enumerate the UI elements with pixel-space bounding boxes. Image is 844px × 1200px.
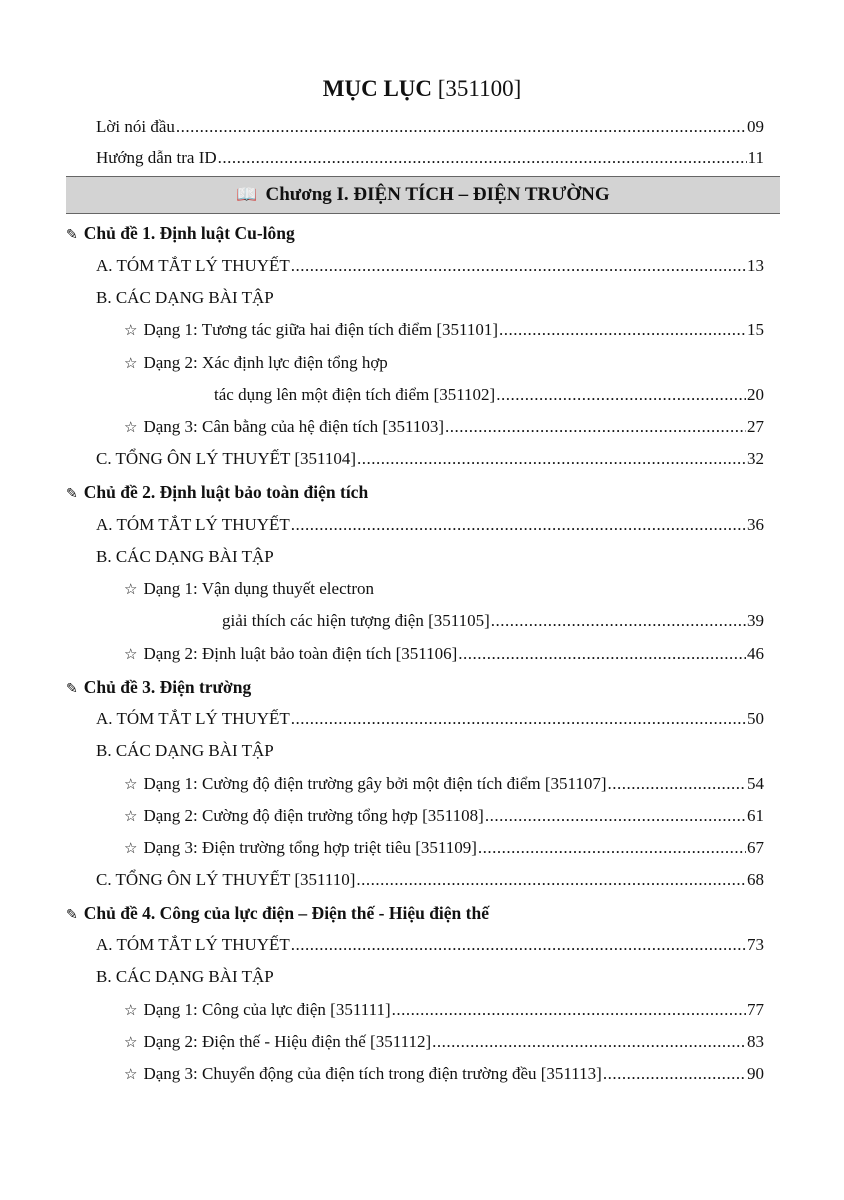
leader-dots (496, 382, 746, 408)
leader-dots (356, 867, 746, 893)
entry-label: ☆ Dạng 3: Điện trường tổng hợp triệt tiêu [351109] (124, 838, 477, 857)
entry-page: 77 (747, 1000, 764, 1019)
topic-heading-4[interactable] (66, 900, 489, 926)
pen-icon: ✎ (66, 227, 78, 243)
entry-label: Hướng dẫn tra ID (96, 148, 217, 167)
pen-icon: ✎ (66, 907, 78, 923)
star-icon: ☆ (124, 1033, 138, 1051)
leader-dots (291, 253, 746, 279)
entry-page: 27 (747, 417, 764, 436)
toc-entry[interactable] (124, 317, 764, 343)
toc-entry[interactable] (124, 835, 764, 861)
star-icon: ☆ (124, 1001, 138, 1019)
toc-entry[interactable] (96, 706, 764, 732)
entry-label-line1: ☆ Dạng 1: Vận dụng thuyết electron (124, 579, 374, 598)
toc-entry[interactable] (96, 253, 764, 279)
entry-label: ☆ Dạng 3: Chuyển động của điện tích trong điện trường đều [351113] (124, 1064, 602, 1083)
entry-label: A. TÓM TẮT LÝ THUYẾT (96, 709, 290, 728)
toc-entry[interactable] (124, 803, 764, 829)
leader-dots (291, 706, 746, 732)
leader-dots (608, 771, 746, 797)
entry-page: 32 (747, 449, 764, 468)
leader-dots (291, 932, 746, 958)
toc-entry[interactable] (124, 641, 764, 667)
entry-label: ☆ Dạng 2: Điện thế - Hiệu điện thế [351112] (124, 1032, 432, 1051)
chapter-heading[interactable] (66, 176, 780, 214)
entry-page: 20 (747, 385, 764, 404)
entry-label-line1: ☆ Dạng 2: Xác định lực điện tổng hợp (124, 353, 388, 372)
entry-page: 73 (747, 935, 764, 954)
entry-page: 11 (747, 148, 764, 167)
leader-dots (499, 317, 746, 343)
title-main: MỤC LỤC (322, 76, 433, 101)
toc-entry[interactable] (214, 382, 764, 408)
entry-page: 67 (747, 838, 764, 857)
leader-dots (485, 803, 746, 829)
entry-label: Lời nói đầu (96, 117, 175, 136)
topic-heading-2[interactable] (66, 479, 368, 505)
star-icon: ☆ (124, 418, 138, 436)
pen-icon: ✎ (66, 681, 78, 697)
entry-label: C. TỔNG ÔN LÝ THUYẾT [351104] (96, 449, 357, 468)
book-icon: 📖 (236, 185, 258, 205)
toc-entry[interactable] (96, 932, 764, 958)
entry-label: ☆ Dạng 1: Tương tác giữa hai điện tích điểm [351101] (124, 320, 499, 339)
toc-entry[interactable] (222, 608, 764, 634)
toc-entry-id-guide[interactable] (96, 145, 764, 171)
star-icon: ☆ (124, 354, 138, 372)
toc-entry[interactable] (124, 1061, 764, 1087)
topic-label: Chủ đề 1. Định luật Cu-lông (83, 223, 295, 243)
topic-label: Chủ đề 3. Điện trường (83, 677, 252, 697)
leader-dots (432, 1029, 746, 1055)
entry-page: 46 (747, 644, 764, 663)
entry-page: 09 (747, 117, 764, 136)
exercise-heading: B. CÁC DẠNG BÀI TẬP (96, 741, 274, 760)
star-icon: ☆ (124, 645, 138, 663)
exercise-heading: B. CÁC DẠNG BÀI TẬP (96, 547, 274, 566)
entry-label: A. TÓM TẮT LÝ THUYẾT (96, 515, 290, 534)
entry-page: 68 (747, 870, 764, 889)
toc-entry[interactable] (124, 1029, 764, 1055)
entry-page: 50 (747, 709, 764, 728)
topic-label: Chủ đề 2. Định luật bảo toàn điện tích (83, 482, 369, 502)
toc-entry[interactable] (124, 771, 764, 797)
star-icon: ☆ (124, 807, 138, 825)
entry-page: 83 (747, 1032, 764, 1051)
entry-label: A. TÓM TẮT LÝ THUYẾT (96, 935, 290, 954)
chapter-label: Chương I. ĐIỆN TÍCH – ĐIỆN TRƯỜNG (265, 184, 610, 205)
toc-entry-preface[interactable] (96, 114, 764, 140)
entry-page: 39 (747, 611, 764, 630)
star-icon: ☆ (124, 321, 138, 339)
entry-label: ☆ Dạng 2: Định luật bảo toàn điện tích [351106] (124, 644, 458, 663)
toc-entry[interactable] (96, 446, 764, 472)
page-title (0, 74, 844, 104)
entry-page: 13 (747, 256, 764, 275)
entry-page: 15 (747, 320, 764, 339)
entry-label: giải thích các hiện tượng điện [351105] (222, 611, 490, 630)
topic-heading-3[interactable] (66, 674, 251, 700)
entry-label: ☆ Dạng 1: Công của lực điện [351111] (124, 1000, 391, 1019)
leader-dots (218, 145, 747, 171)
entry-label: ☆ Dạng 1: Cường độ điện trường gây bởi một điện tích điểm [351107] (124, 774, 607, 793)
entry-label: C. TỔNG ÔN LÝ THUYẾT [351110] (96, 870, 356, 889)
entry-page: 54 (747, 774, 764, 793)
star-icon: ☆ (124, 775, 138, 793)
toc-entry[interactable] (124, 414, 764, 440)
toc-entry[interactable] (96, 867, 764, 893)
exercise-heading: B. CÁC DẠNG BÀI TẬP (96, 288, 274, 307)
star-icon: ☆ (124, 580, 138, 598)
leader-dots (491, 608, 746, 634)
topic-label: Chủ đề 4. Công của lực điện – Điện thế - Hiệu điện thế (83, 903, 489, 923)
exercise-heading: B. CÁC DẠNG BÀI TẬP (96, 967, 274, 986)
star-icon: ☆ (124, 1065, 138, 1083)
toc-entry[interactable] (96, 512, 764, 538)
entry-label: A. TÓM TẮT LÝ THUYẾT (96, 256, 290, 275)
toc-entry[interactable] (124, 997, 764, 1023)
star-icon: ☆ (124, 839, 138, 857)
entry-label: ☆ Dạng 3: Cân bằng của hệ điện tích [351103] (124, 417, 445, 436)
leader-dots (176, 114, 746, 140)
leader-dots (392, 997, 746, 1023)
entry-label: ☆ Dạng 2: Cường độ điện trường tổng hợp [351108] (124, 806, 484, 825)
pen-icon: ✎ (66, 486, 78, 502)
leader-dots (603, 1061, 746, 1087)
leader-dots (357, 446, 746, 472)
leader-dots (291, 512, 746, 538)
entry-page: 90 (747, 1064, 764, 1083)
leader-dots (445, 414, 746, 440)
leader-dots (478, 835, 746, 861)
entry-page: 61 (747, 806, 764, 825)
entry-page: 36 (747, 515, 764, 534)
title-id: [351100] (437, 76, 522, 101)
entry-label: tác dụng lên một điện tích điểm [351102] (214, 385, 496, 404)
topic-heading-1[interactable] (66, 220, 295, 246)
leader-dots (458, 641, 746, 667)
